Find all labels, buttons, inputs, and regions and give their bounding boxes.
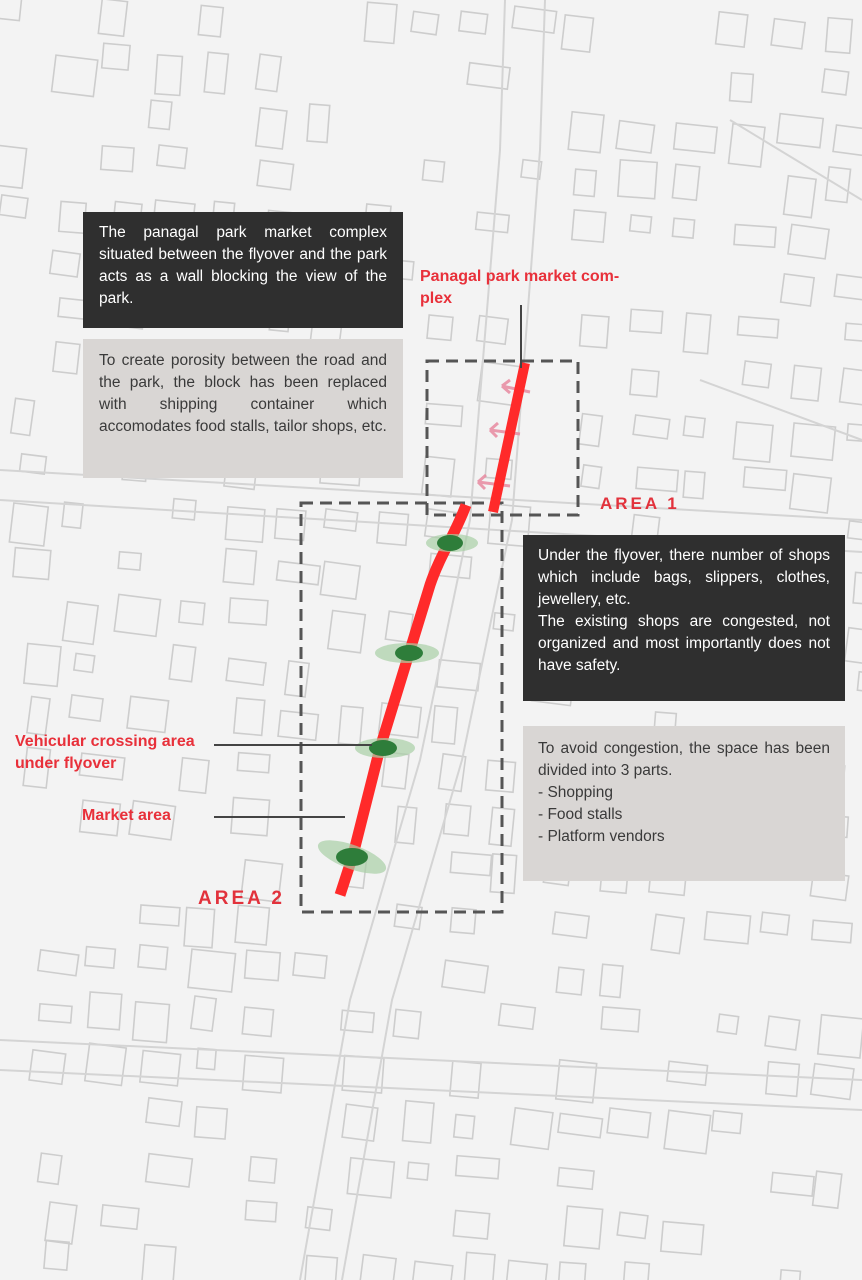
building-outline <box>636 467 678 491</box>
building-outline <box>737 317 778 338</box>
building-outline <box>257 160 294 190</box>
building-outline <box>364 2 397 43</box>
building-outline <box>328 611 366 653</box>
building-outline <box>101 1205 139 1229</box>
building-outline <box>568 112 604 153</box>
building-outline <box>127 696 169 732</box>
building-outline <box>234 698 265 735</box>
market-complex-note <box>83 212 403 328</box>
building-outline <box>0 145 27 188</box>
building-outline <box>256 54 282 92</box>
building-outline <box>557 1168 594 1190</box>
building-outline <box>45 1202 77 1244</box>
building-outline <box>138 945 168 970</box>
building-outline <box>450 852 491 876</box>
market-complex-label-line2: plex <box>420 290 453 307</box>
building-outline <box>811 1064 854 1100</box>
building-outline <box>74 653 95 672</box>
building-outline <box>411 11 439 34</box>
building-outline <box>114 594 160 636</box>
building-outline <box>276 561 320 585</box>
building-outline <box>580 315 609 348</box>
building-outline <box>674 123 717 153</box>
building-outline <box>616 121 655 153</box>
building-outline <box>427 315 453 340</box>
building-outline <box>0 0 22 21</box>
building-outline <box>98 0 127 36</box>
building-outline <box>453 1211 489 1239</box>
market-highlight <box>340 505 466 895</box>
building-outline <box>198 5 223 37</box>
building-outline <box>146 1098 182 1127</box>
building-outline <box>242 1007 273 1036</box>
building-outline <box>847 521 862 541</box>
building-outline <box>857 672 862 695</box>
building-outline <box>69 695 103 721</box>
building-outline <box>777 114 823 148</box>
building-outline <box>812 920 852 942</box>
building-outline <box>771 19 805 49</box>
building-outline <box>601 1007 640 1032</box>
building-outline <box>788 224 829 258</box>
building-outline <box>39 1004 72 1023</box>
building-outline <box>683 471 705 499</box>
building-outline <box>630 215 652 233</box>
building-outline <box>293 953 327 979</box>
porosity-text: To create porosity between the road and the park, the block has been replaced with shipping container which accomodates food stalls, tailor shops, etc. <box>99 352 387 435</box>
building-outline <box>630 369 659 397</box>
building-outline <box>85 947 115 968</box>
building-outline <box>743 467 786 490</box>
building-outline <box>52 55 98 96</box>
building-outline <box>307 104 330 142</box>
building-outline <box>146 1154 193 1187</box>
building-outline <box>845 323 862 341</box>
building-outline <box>579 414 603 447</box>
building-outline <box>85 1043 127 1085</box>
vehicular-label-line2: under flyover <box>15 755 117 772</box>
building-outline <box>184 908 215 948</box>
building-outline <box>826 18 853 54</box>
building-outline <box>558 1113 603 1137</box>
under-flyover-text-2: The existing shops are congested, not organized and most importantly does not have safety. <box>538 613 830 674</box>
building-outline <box>402 1101 434 1143</box>
under-flyover-text-1: Under the flyover, there number of shops which include bags, slippers, clothes, jewellery, etc. <box>538 547 830 608</box>
building-outline <box>847 424 862 443</box>
building-outline <box>24 644 61 687</box>
vehicular-label-line1: Vehicular crossing area <box>15 733 195 750</box>
building-outline <box>630 309 663 333</box>
building-outline <box>191 996 216 1031</box>
building-outline <box>172 499 196 520</box>
building-outline <box>493 613 515 631</box>
building-outline <box>204 52 228 94</box>
building-outline <box>476 212 510 232</box>
building-outline <box>44 1240 69 1270</box>
building-outline <box>581 465 602 489</box>
building-outline <box>574 169 597 196</box>
building-outline <box>140 905 180 926</box>
building-outline <box>242 1055 283 1093</box>
building-outline <box>760 912 789 935</box>
building-outline <box>179 601 205 625</box>
building-outline <box>101 146 134 172</box>
building-outline <box>118 552 141 570</box>
building-outline <box>157 145 187 168</box>
building-outline <box>477 316 509 345</box>
building-outline <box>564 1206 603 1249</box>
building-outline <box>197 1048 217 1069</box>
building-outline <box>633 415 670 439</box>
building-outline <box>765 1016 800 1050</box>
building-outline <box>235 905 269 945</box>
congestion-intro: To avoid congestion, the space has been divided into 3 parts. <box>538 740 830 779</box>
building-outline <box>704 912 750 944</box>
building-outline <box>133 1002 170 1043</box>
building-outline <box>432 706 458 744</box>
building-outline <box>237 753 270 773</box>
building-outline <box>556 967 584 995</box>
building-outline <box>833 125 862 156</box>
building-outline <box>320 561 360 599</box>
building-outline <box>459 11 488 34</box>
market-complex-label <box>420 266 619 310</box>
building-outline <box>407 1162 428 1180</box>
building-outline <box>142 1245 176 1280</box>
building-outline <box>425 404 462 427</box>
building-outline <box>11 398 35 435</box>
building-outline <box>454 1115 475 1139</box>
building-outline <box>664 1110 711 1153</box>
parts-list <box>538 782 830 848</box>
building-outline <box>717 1014 738 1034</box>
building-outline <box>617 1212 648 1238</box>
building-outline <box>456 1156 500 1179</box>
vehicular-crossing-label <box>15 731 195 775</box>
building-outline <box>13 548 51 580</box>
building-outline <box>464 1252 495 1280</box>
building-outline <box>771 1173 814 1197</box>
building-outline <box>510 1108 552 1150</box>
building-outline <box>50 250 80 277</box>
building-outline <box>607 1108 651 1138</box>
market-complex-text: The panagal park market complex situated between the flyover and the park acts as a wall blocking the view of the park. <box>99 224 387 307</box>
building-outline <box>256 108 287 149</box>
congestion-note <box>523 726 845 881</box>
building-outline <box>742 361 771 388</box>
building-outline <box>683 313 711 354</box>
market-area-label: Market area <box>82 807 171 824</box>
building-outline <box>412 1261 453 1280</box>
building-outline <box>393 1009 421 1038</box>
building-outline <box>512 6 557 33</box>
building-outline <box>822 69 849 95</box>
part-food-stalls: - Food stalls <box>538 806 623 823</box>
under-flyover-note <box>523 535 845 701</box>
building-outline <box>140 1051 181 1086</box>
building-outline <box>623 1262 649 1280</box>
building-outline <box>285 661 309 697</box>
building-outline <box>844 628 862 665</box>
building-outline <box>229 598 268 625</box>
flyover-highlight <box>493 363 525 512</box>
building-outline <box>245 1201 277 1222</box>
building-outline <box>223 549 256 585</box>
building-outline <box>9 503 48 546</box>
building-outline <box>102 43 130 70</box>
part-platform-vendors: - Platform vendors <box>538 828 665 845</box>
building-outline <box>53 342 80 374</box>
building-outline <box>672 218 694 238</box>
building-outline <box>88 992 122 1030</box>
building-outline <box>716 12 748 47</box>
building-outline <box>29 1050 66 1084</box>
building-outline <box>840 368 862 407</box>
building-outline <box>155 55 183 96</box>
building-outline <box>790 474 832 513</box>
building-outline <box>834 274 862 300</box>
building-outline <box>38 1153 62 1184</box>
building-outline <box>169 645 195 682</box>
building-outline <box>661 1222 704 1255</box>
building-outline <box>853 572 862 604</box>
building-outline <box>818 1015 862 1058</box>
building-outline <box>784 176 817 218</box>
building-outline <box>38 950 79 976</box>
building-outline <box>734 225 776 248</box>
building-outline <box>672 164 699 200</box>
area2-label: AREA 2 <box>198 888 285 909</box>
building-outline <box>148 100 171 129</box>
building-outline <box>347 1158 394 1198</box>
building-outline <box>437 660 481 691</box>
building-outline <box>245 950 281 980</box>
building-outline <box>559 1262 586 1280</box>
building-outline <box>194 1107 227 1139</box>
area1-label: AREA 1 <box>600 494 680 513</box>
building-outline <box>561 15 593 52</box>
building-outline <box>712 1111 742 1134</box>
building-outline <box>278 711 318 741</box>
building-outline <box>305 1256 338 1280</box>
building-outline <box>377 512 409 545</box>
building-outline <box>226 658 266 685</box>
building-outline <box>618 160 657 199</box>
building-outline <box>338 706 363 745</box>
building-outline <box>225 507 265 542</box>
building-outline <box>600 964 623 997</box>
building-outline <box>813 1171 842 1208</box>
building-outline <box>791 365 821 401</box>
building-outline <box>766 1062 800 1097</box>
building-outline <box>572 210 606 242</box>
building-outline <box>27 697 50 736</box>
building-outline <box>62 502 83 528</box>
building-outline <box>188 949 236 992</box>
building-outline <box>0 195 28 218</box>
building-outline <box>249 1157 277 1183</box>
building-outline <box>505 1260 547 1280</box>
building-outline <box>733 422 773 462</box>
building-outline <box>553 912 590 938</box>
building-outline <box>63 602 99 645</box>
market-complex-label-line1: Panagal park market com- <box>420 268 620 285</box>
part-shopping: - Shopping <box>538 784 613 801</box>
building-outline <box>359 1255 396 1280</box>
building-outline <box>781 274 814 306</box>
building-outline <box>730 73 754 102</box>
building-outline <box>422 160 444 182</box>
building-outline <box>651 914 684 953</box>
building-outline <box>499 1004 536 1030</box>
building-outline <box>780 1270 801 1280</box>
building-outline <box>683 416 705 437</box>
building-outline <box>442 960 488 993</box>
porosity-note <box>83 339 403 478</box>
